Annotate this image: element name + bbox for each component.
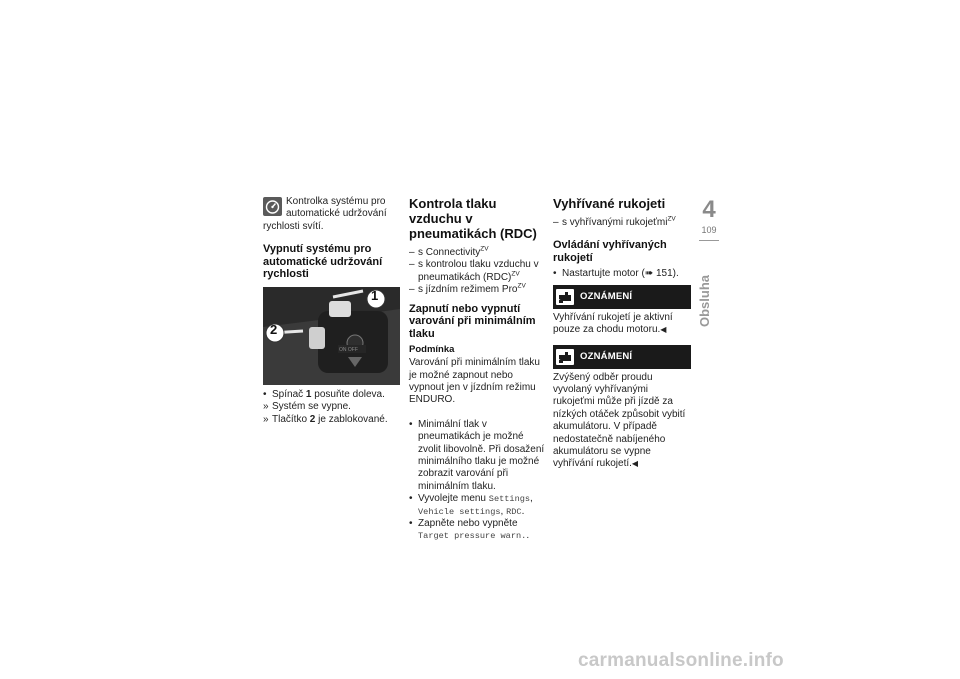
list-item: – s vyhřívanými rukojeťmi$^{ZV}$ xyxy=(553,215,676,228)
chapter-number: 4 xyxy=(702,196,716,223)
list-item: – s kontrolou tlaku vzduchu v pneumatikách (RDC)$^{ZV}$ xyxy=(409,259,539,283)
heading-rdc: Kontrola tlaku vzduchu v pneumatikách (RDC) xyxy=(409,196,537,241)
notice-label: OZNÁMENÍ xyxy=(580,290,633,302)
handlebar-switch-photo xyxy=(263,287,400,385)
list-item: – s jízdním režimem Pro$^{ZV}$ xyxy=(409,282,526,296)
column-heated-grips xyxy=(553,196,691,473)
list-item: • Spínač 1 posuňte doleva. xyxy=(263,388,385,400)
notice-1-text: Vyhřívání rukojetí je aktivní pouze za chodu motoru.◀ xyxy=(553,311,673,336)
callout-1: 1 xyxy=(371,287,379,303)
heading-min-pressure-warning: Zapnutí nebo vypnutí varování při minimálním tlaku xyxy=(409,302,536,340)
end-mark: ◀ xyxy=(660,325,667,335)
end-mark: ◀ xyxy=(631,459,639,469)
list-item: » Tlačítko 2 je zablokované. xyxy=(263,413,388,425)
heading-heated-grips-operation: Ovládání vyhřívaných rukojetí xyxy=(553,239,667,264)
notice-hand-icon xyxy=(556,289,574,305)
list-item: • Vyvolejte menu Settings, Vehicle settings, RDC. xyxy=(409,493,533,517)
cruise-control-indicator-icon xyxy=(263,197,282,216)
callout-2: 2 xyxy=(270,321,278,337)
column-cruise-control xyxy=(263,196,401,426)
condition-text: Varování při minimálním tlaku je možné zapnout nebo vypnout jen v jízdním režimu ENDURO. xyxy=(409,357,540,406)
notice-2-text: Zvýšený odběr proudu vyvolaný vyhřívanými rukojeťmi může při jízdě za nízkých otáček způsobit vybití akumulátoru. V případě nedostatečně nabíjeného akumulátoru se vypne vyhřívání rukojetí.◀ xyxy=(553,371,686,470)
page-number: 109 xyxy=(701,225,717,235)
menu-path-rdc: RDC xyxy=(506,506,522,517)
menu-item-target-pressure-warn: Target pressure warn. xyxy=(418,531,527,542)
list-item: • Nastartujte motor (➠ 151). xyxy=(553,268,679,280)
list-item: – s Connectivity$^{ZV}$ xyxy=(409,245,489,258)
cruise-indicator-paragraph xyxy=(263,196,401,233)
watermark: carmanualsonline.info xyxy=(578,650,784,671)
menu-path-vehicle-settings: Vehicle settings xyxy=(418,506,501,517)
notice-box-1 xyxy=(553,285,691,309)
condition-label: Podmínka xyxy=(409,344,455,356)
heading-heated-grips: Vyhřívané rukojeti xyxy=(553,196,666,211)
switch-on-off-label: ON OFF xyxy=(339,346,358,353)
chapter-divider xyxy=(699,240,719,241)
notice-hand-icon xyxy=(556,349,574,365)
menu-path-settings: Settings xyxy=(488,494,531,505)
chapter-tab xyxy=(699,197,719,235)
cruise-indicator-text: Kontrolka systému pro automatické udržování rychlosti svítí. xyxy=(263,196,387,232)
page-reference-arrow-icon: ➠ xyxy=(644,268,654,280)
heading-cruise-off: Vypnutí systému pro automatické udržování rychlosti xyxy=(263,243,383,281)
section-title: Obsluha xyxy=(697,275,712,328)
cruise-off-steps xyxy=(263,389,401,426)
section-title-vertical xyxy=(697,275,721,345)
list-item: » Systém se vypne. xyxy=(263,401,351,413)
rdc-variants xyxy=(409,247,546,297)
list-item: • Zapněte nebo vypněte Target pressure warn.. xyxy=(409,518,530,542)
column-rdc xyxy=(409,196,546,543)
list-item: • Minimální tlak v pneumatikách je možné zvolit libovolně. Při dosažení minimálního tlaku je možné zobrazit varování při minimálním tlaku. xyxy=(409,418,545,492)
notice-box-2 xyxy=(553,345,691,369)
notice-label: OZNÁMENÍ xyxy=(580,350,633,362)
